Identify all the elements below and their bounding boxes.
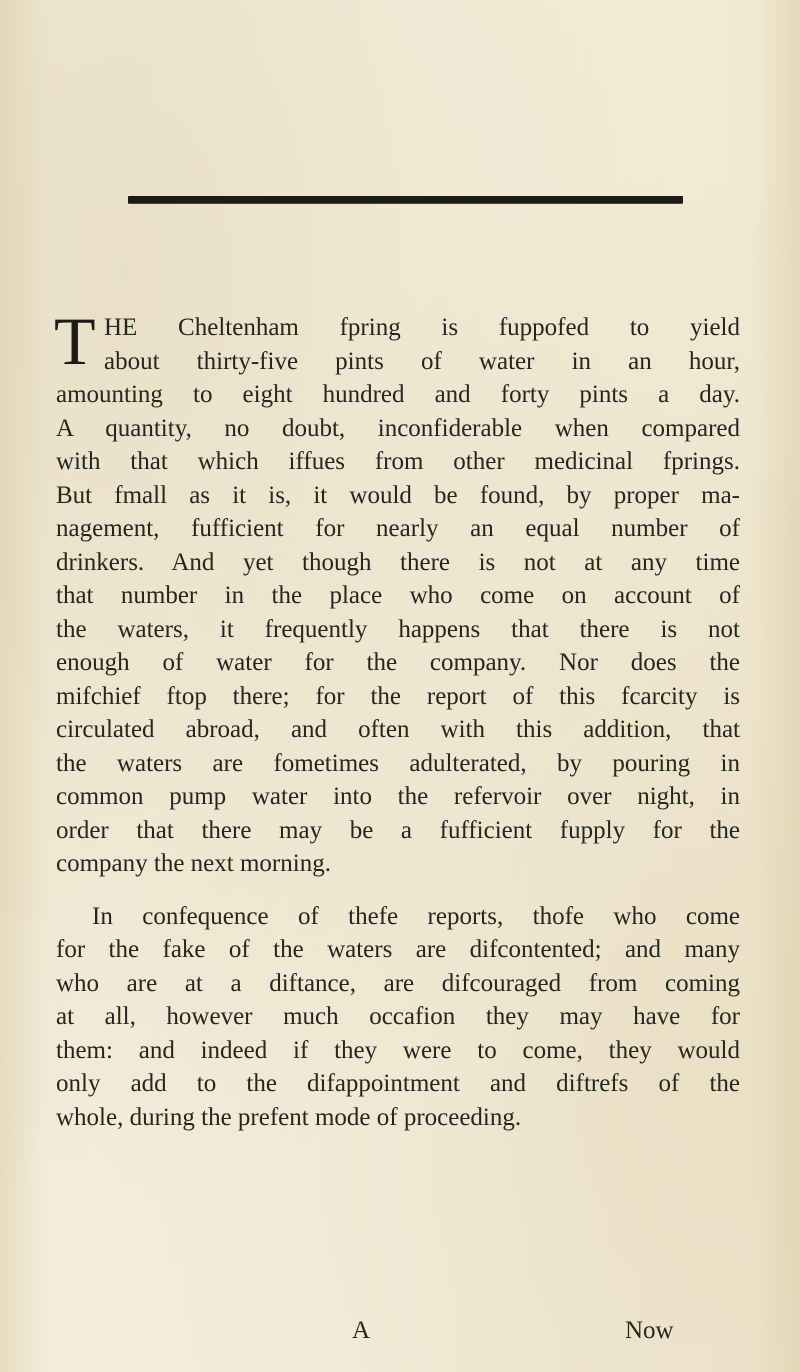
body-text	[54, 303, 740, 1134]
text-line: company the next morning.	[56, 850, 331, 877]
paragraph-2	[56, 900, 740, 1135]
text-line: amounting to eight hundred and forty pints a day.	[56, 381, 740, 408]
text-line: them: and indeed if they were to come, they would	[56, 1036, 740, 1064]
text-line: the waters are fometimes adulterated, by pouring in	[56, 749, 740, 777]
text-line: for the fake of the waters are difcontented; and many	[56, 936, 740, 963]
text-line: the waters, it frequently happens that there is not	[56, 615, 740, 643]
text-line: about thirty-five pints of water in an hour,	[104, 347, 740, 375]
text-line: at all, however much occafion they may have for	[56, 1003, 740, 1030]
text-line: But fmall as it is, it would be found, by proper ma-	[56, 481, 740, 509]
text-line: enough of water for the company. Nor does the	[56, 649, 740, 676]
text-line: only add to the difappointment and diftrefs of the	[56, 1070, 740, 1097]
text-line: A quantity, no doubt, inconfiderable when compared	[56, 414, 740, 442]
text-line: that number in the place who come on account of	[56, 582, 740, 609]
text-line: drinkers. And yet though there is not at any time	[56, 548, 740, 576]
text-line: with that which iffues from other medicinal fprings.	[56, 448, 740, 475]
drop-cap: T	[54, 303, 96, 379]
text-line: whole, during the prefent mode of proceeding.	[56, 1103, 522, 1131]
text-line: mifchief ftop there; for the report of this fcarcity is	[56, 682, 740, 710]
text-line: circulated abroad, and often with this addition, that	[56, 716, 740, 743]
text-line: nagement, fufficient for nearly an equal number of	[56, 515, 740, 542]
text-line: HE Cheltenham fpring is fuppofed to yield	[104, 314, 740, 341]
text-line: In confequence of thefe reports, thofe who come	[92, 902, 740, 930]
text-line: who are at a diftance, are difcouraged from coming	[56, 969, 740, 997]
text-line: order that there may be a fufficient fupply for the	[56, 816, 740, 844]
catchword: Now	[625, 1317, 674, 1344]
text-line: common pump water into the refervoir over night, in	[56, 783, 740, 810]
signature-mark: A	[352, 1317, 371, 1344]
paragraph-1	[54, 303, 740, 881]
headpiece-rule	[128, 196, 683, 203]
